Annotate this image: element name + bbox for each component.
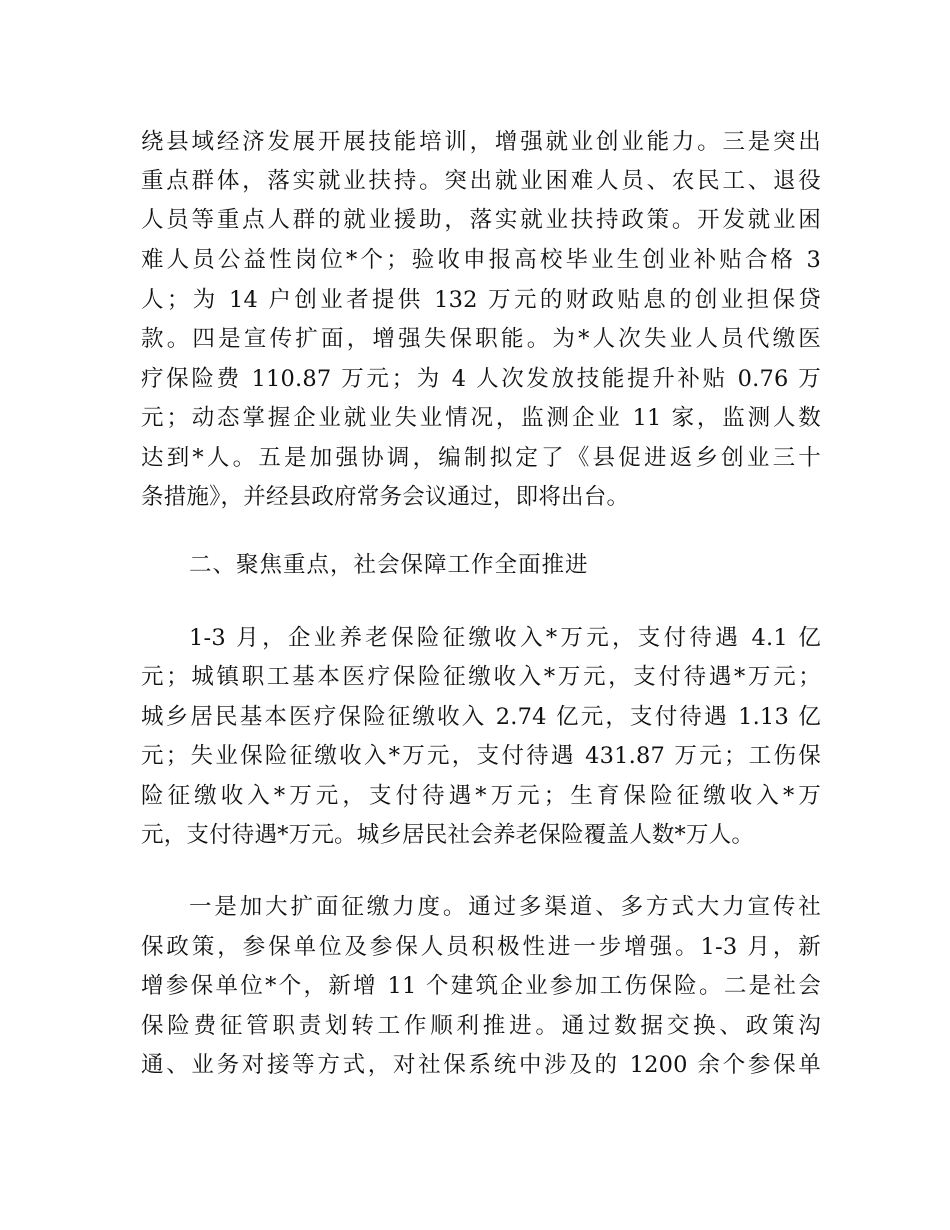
paragraph-1-line-3: 人员等重点人群的就业援助，落实就业扶持政策。开发就业困 bbox=[141, 207, 821, 233]
paragraph-1-line-6: 款。四是宣传扩面，增强失保职能。为*人次失业人员代缴医 bbox=[141, 326, 821, 352]
paragraph-1-line-7: 疗保险费 110.87 万元；为 4 人次发放技能提升补贴 0.76 万 bbox=[141, 366, 821, 392]
paragraph-1-line-8: 元；动态掌握企业就业失业情况，监测企业 11 家，监测人数 bbox=[141, 405, 821, 431]
paragraph-3-line-3: 增参保单位*个，新增 11 个建筑企业参加工伤保险。二是社会 bbox=[141, 973, 821, 999]
paragraph-1-line-9: 达到*人。五是加强协调，编制拟定了《县促进返乡创业三十 bbox=[141, 445, 821, 471]
paragraph-3-line-2: 保政策，参保单位及参保人员积极性进一步增强。1-3 月，新 bbox=[141, 934, 821, 960]
section-heading: 二、聚焦重点，社会保障工作全面推进 bbox=[189, 552, 589, 578]
paragraph-3-line-1: 一是加大扩面征缴力度。通过多渠道、多方式大力宣传社 bbox=[189, 894, 821, 920]
paragraph-2-line-6: 元，支付待遇*万元。城乡居民社会养老保险覆盖人数*万人。 bbox=[141, 822, 755, 848]
paragraph-1-line-5: 人；为 14 户创业者提供 132 万元的财政贴息的创业担保贷 bbox=[141, 287, 821, 313]
paragraph-2-line-3: 城乡居民基本医疗保险征缴收入 2.74 亿元，支付待遇 1.13 亿 bbox=[141, 704, 821, 730]
paragraph-1-line-1: 绕县域经济发展开展技能培训，增强就业创业能力。三是突出 bbox=[141, 129, 821, 155]
paragraph-1-line-4: 难人员公益性岗位*个；验收申报高校毕业生创业补贴合格 3 bbox=[141, 247, 821, 273]
paragraph-1-line-2: 重点群体，落实就业扶持。突出就业困难人员、农民工、退役 bbox=[141, 168, 821, 194]
paragraph-2-line-2: 元；城镇职工基本医疗保险征缴收入*万元，支付待遇*万元； bbox=[141, 664, 821, 690]
paragraph-2-line-4: 元；失业保险征缴收入*万元，支付待遇 431.87 万元；工伤保 bbox=[141, 743, 821, 769]
paragraph-1-line-10: 条措施》，并经县政府常务会议通过，即将出台。 bbox=[141, 484, 630, 510]
paragraph-2-line-5: 险征缴收入*万元，支付待遇*万元；生育保险征缴收入*万 bbox=[141, 783, 821, 809]
paragraph-2-line-1: 1-3 月，企业养老保险征缴收入*万元，支付待遇 4.1 亿 bbox=[189, 625, 821, 651]
paragraph-3-line-5: 通、业务对接等方式，对社保系统中涉及的 1200 余个参保单 bbox=[141, 1052, 821, 1078]
paragraph-3-line-4: 保险费征管职责划转工作顺利推进。通过数据交换、政策沟 bbox=[141, 1013, 821, 1039]
